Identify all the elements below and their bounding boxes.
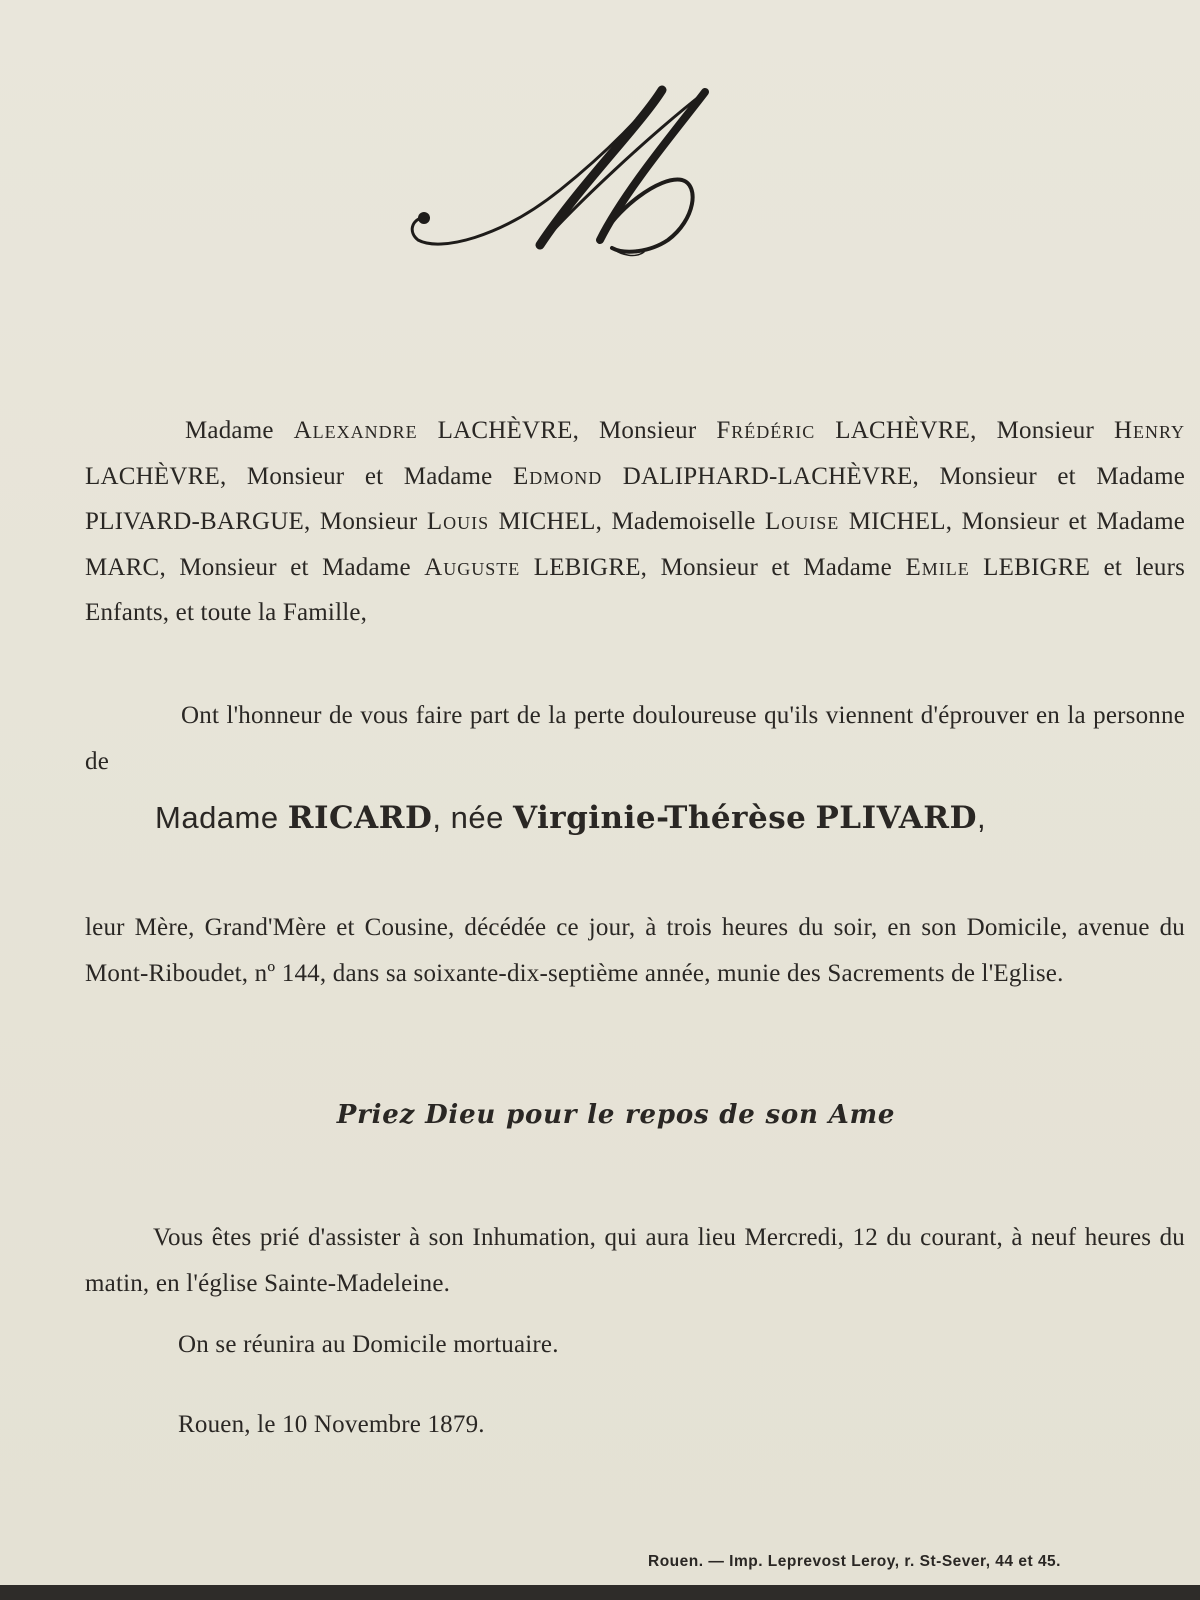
table-edge xyxy=(0,1585,1200,1600)
name-prefix: Monsieur xyxy=(996,417,1094,444)
given-name: Emile xyxy=(905,553,970,581)
given-name: Henry xyxy=(1113,417,1186,444)
family-name: MICHEL xyxy=(848,508,946,535)
name-prefix: Monsieur xyxy=(598,417,697,444)
funeral-invitation: Vous êtes prié d'assister à son Inhumation, qui aura lieu Mercredi, 12 du courant, à neuf heures du matin, en l'église Sainte-Madeleine. xyxy=(85,1224,1185,1297)
gathering-note: On se réunira au Domicile mortuaire. xyxy=(178,1331,559,1358)
family-name: MICHEL xyxy=(498,508,596,535)
deceased-maiden-name: PLIVARD xyxy=(815,800,977,836)
monogram-m-calligraphy xyxy=(400,80,730,270)
deceased-given-names: Virginie-Thérèse xyxy=(512,800,807,836)
given-name: Auguste xyxy=(424,553,521,581)
deceased-title: Madame xyxy=(155,800,279,835)
family-name: LEBIGRE xyxy=(533,553,641,581)
monogram-m xyxy=(400,80,730,270)
family-name: DALIPHARD-LACHÈVRE xyxy=(622,462,913,490)
family-list: Madame Alexandre LACHÈVRE, Monsieur Frédéric LACHÈVRE, Monsieur Henry LACHÈVRE, Monsieur et Madame Edmond DALIPHARD-LACHÈVRE, Monsieur et Madame PLIVARD-BARGUE, Monsieur Louis MICHEL, Mademoiselle Louise MICHEL, Monsieur et Madame MARC, Monsieur et Madame Auguste LEBIGRE, Monsieur et Madame Emile LEBIGRE et leurs Enfants, et toute la Famille, xyxy=(85,417,1186,626)
family-name: LACHÈVRE xyxy=(85,462,220,490)
given-name: Frédéric xyxy=(716,417,816,444)
given-name: Alexandre xyxy=(293,417,418,444)
deceased-nee: née xyxy=(450,800,504,835)
given-name: Edmond xyxy=(512,462,603,490)
family-name: LACHÈVRE xyxy=(835,417,971,444)
prayer-line: Priez Dieu pour le repos de son Ame xyxy=(336,1100,896,1130)
dateline: Rouen, le 10 Novembre 1879. xyxy=(178,1411,485,1438)
announcement-text: Ont l'honneur de vous faire part de la perte douloureuse qu'ils viennent d'éprouver en la personne de xyxy=(85,702,1185,775)
name-prefix: Monsieur et Madame xyxy=(246,462,493,490)
given-name: Louis xyxy=(426,508,490,535)
deceased-surname: RICARD xyxy=(287,800,433,836)
name-prefix: Monsieur et Madame xyxy=(660,553,892,581)
death-details: leur Mère, Grand'Mère et Cousine, décédée ce jour, à trois heures du soir, en son Domicile, avenue du Mont-Riboudet, nº 144, dans sa soixante-dix-septième année, munie des Sacrements de l'Eglise. xyxy=(85,914,1185,987)
family-suffix: et leurs Enfants, et toute la Famille, xyxy=(85,553,1186,626)
name-prefix: Monsieur et Madame xyxy=(961,508,1186,535)
name-prefix: Monsieur et Madame xyxy=(939,462,1186,490)
family-name: PLIVARD-BARGUE xyxy=(85,508,305,535)
family-name: LEBIGRE xyxy=(983,553,1091,581)
family-name: LACHÈVRE xyxy=(437,417,573,444)
name-prefix: Mademoiselle xyxy=(611,508,756,535)
deceased-name: Madame RICARD, née Virginie-Thérèse PLIVARD, xyxy=(155,800,987,836)
name-prefix: Madame xyxy=(185,417,274,444)
name-prefix: Monsieur xyxy=(319,508,418,535)
printer-imprint: Rouen. — Imp. Leprevost Leroy, r. St-Sever, 44 et 45. xyxy=(648,1553,1061,1570)
family-name: MARC xyxy=(85,553,160,581)
name-prefix: Monsieur et Madame xyxy=(179,553,411,581)
given-name: Louise xyxy=(764,508,840,535)
